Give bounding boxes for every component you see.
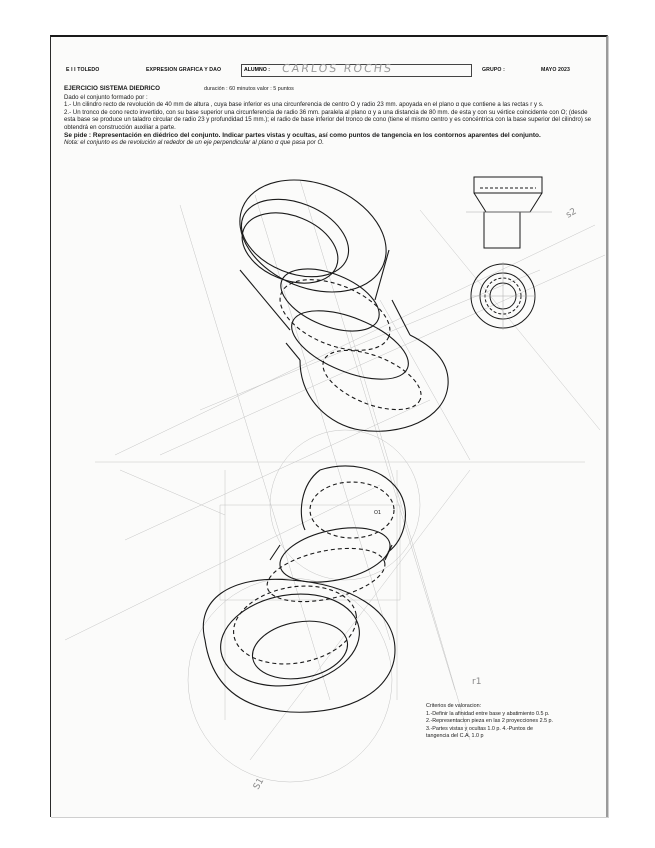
exam-date: MAYO 2023: [541, 67, 570, 73]
plane-trace-line: [115, 225, 595, 455]
label-s2: s2: [564, 206, 579, 221]
criteria-title: Criterios de valoracion:: [426, 703, 482, 709]
criteria-item-1: 1.-Definir la afinidad entre base y abatimiento 0.5 p.: [426, 710, 550, 717]
drill-circle-top: [230, 185, 360, 292]
item-cylinder: 1.- Un cilindro recto de revolución de 40 mm de altura , cuya base inferior es una circunferencia de centro O y radio 23 mm. apoyada en el plano α que contiene a las rectas r y s.: [64, 101, 544, 109]
duration-value: duración : 60 minutos valor : 5 puntos: [203, 86, 294, 92]
parallel-trace-line: [160, 255, 605, 455]
criteria-item-2: 2.-Representacion pieza en las 2 proyecciones 2.5 p.: [426, 718, 554, 725]
label-o1: O1: [374, 510, 382, 516]
lower-projection: [203, 466, 405, 712]
criteria-item-4: tangencia del C.A. 1.0 p: [426, 733, 484, 740]
task-request: Se pide : Representación en diédrico del conjunto. Indicar partes vistas y ocultas, así como puntos de tangencia en los contornos aparentes del conjunto.: [64, 131, 541, 139]
group-label: GRUPO :: [482, 67, 505, 73]
aux-elevation-cylinder: [484, 212, 520, 248]
label-s1: S1: [251, 776, 267, 792]
exercise-title: EJERCICIO SISTEMA DIEDRICO: [64, 85, 160, 92]
aux-elevation-top: [474, 177, 542, 193]
item-cone-frustum: 2.- Un tronco de cono recto invertido, con su base superior una circunferencia de radio 36 mm. paralela al plano α y a una distancia de 80 mm. de esta y con su vértice coincidente con O; (desde esta base se produce un taladro circular de radio 23 y profundidad 15 mm.); el radio de base inferior del tronco de cono (tiene el mismo centro y es concéntrica con la base superior del cilindro) se obtendrá en construcción auxiliar a parte.: [64, 108, 592, 131]
cone-bottom-base: [203, 579, 395, 712]
subject-label: EXPRESION GRAFICA Y DAO: [146, 67, 222, 73]
label-r1: r1: [472, 677, 482, 687]
alumno-label: ALUMNO :: [244, 67, 270, 73]
auxiliary-views: [466, 177, 552, 330]
note-text: Nota: el conjunto es de revolución al rededor de un eje perpendicular al plano α que pasa por O.: [64, 139, 324, 147]
cone-top-base: [223, 159, 403, 312]
cylinder-top-contour: [320, 466, 405, 552]
upper-projection: [223, 159, 448, 431]
criteria-item-3: 3.-Partes vistas y ocultas 1.0 p. 4.-Puntos de: [426, 725, 533, 732]
evaluation-criteria: [426, 703, 596, 741]
school-label: E I I TOLEDO: [66, 67, 100, 73]
handwritten-student-name: CARLOS ROCHS: [281, 62, 394, 75]
intro-text: Dado el conjunto formado por :: [64, 93, 148, 101]
